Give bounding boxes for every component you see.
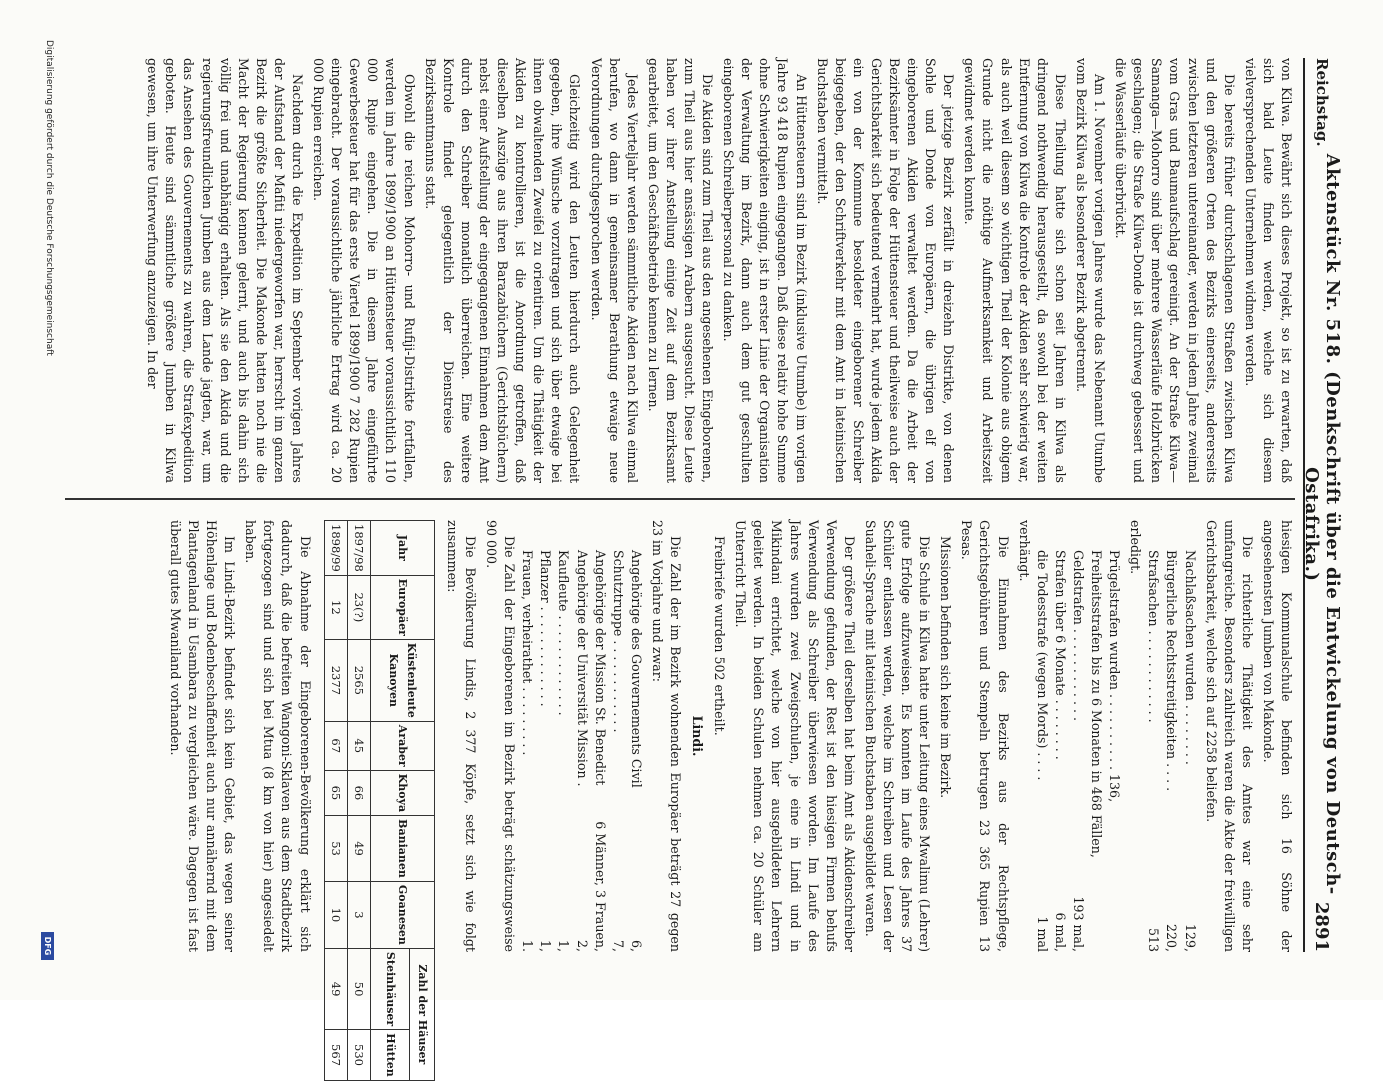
table-header: Banianen bbox=[370, 816, 434, 882]
dfg-logo: DFG bbox=[41, 932, 54, 960]
paragraph: Der jetzige Bezirk zerfällt in dreizehn Distrikte, von denen Sohle und Donde von Europäern, die übrigen elf von eingeborenen Akiden verwaltet werden. Da die Arbeit der Bezirksämter in Folge der Hüttensteuer und theilweise auch der Gerichtsbarkeit sich bedeutend vermehrt hat, wurde jedem Akida ein von der Kommune besoldeter eingeborener Schreiber beigegeben, der den Schriftverkehr mit dem Amt in lateinischen Buchstaben vermittelt. bbox=[814, 58, 957, 483]
list-item: Prügelstrafen wurden . . . . . . . . . . 136, bbox=[1107, 550, 1123, 803]
paragraph: Obwohl die reichen Mohorro- und Rufiji-Distrikte fortfallen, werden im Jahre 1899/1900 an Hüttensteuer voraussichtlich 110 000 Rupie eingehen. Die in diesem Jahre eingeführte Gewerbesteuer hat für das erste Viertel 1899/1900 7 282 Rupien eingebracht. Der voraussichtliche jährliche Ertrag wird ca. 20 000 Rupien erreichen. bbox=[311, 58, 417, 483]
page-header bbox=[1301, 58, 1343, 952]
paragraph: hiesigen Kommunalschule befinden sich 16 Söhne der angesehensten Jumben von Makonde. bbox=[1260, 520, 1294, 952]
table-header: Goanesen bbox=[370, 881, 434, 948]
entry-list-b bbox=[1033, 520, 1105, 952]
paragraph: Jedes Vierteljahr werden sämmtliche Akiden nach Kilwa einmal berufen, wo dann in gemeinsamer Berathung etwaige neue Verordnungen durchgesprochen werden. bbox=[588, 58, 640, 483]
population-table bbox=[324, 520, 435, 1081]
paragraph: Die Abnahme der Eingeborenen-Bevölkerung erklärt sich dadurch, daß die befreiten Wangoni-Sklaven aus dem Stadtbezirk fortgezogen sind und sich bei Mtua (8 km von hier) angesiedelt haben. bbox=[243, 520, 313, 952]
entry-list-c bbox=[518, 520, 645, 952]
table-header: Khoya bbox=[370, 770, 434, 815]
list-item: Frauen, verheirathet . . . . . . . . . 1. bbox=[520, 550, 536, 952]
table-group-header: Zahl der Häuser bbox=[409, 948, 434, 1080]
paragraph: Die Zahl der im Bezirk wohnenden Europäer beträgt 27 gegen 23 im Vorjahre und zwar: bbox=[649, 520, 683, 952]
table-row: 1898/99 12 2377 67 65 53 10 49 567 bbox=[324, 521, 347, 1081]
digitization-text: Digitalisierung gefördert durch die Deutsche Forschungsgemeinschaft bbox=[44, 40, 54, 356]
paragraph: An Hüttensteuern sind im Bezirk (inklusive Utumbe) im vorigen Jahre 93 418 Rupien eingegangen. Daß diese relativ hohe Summe ohne Schwierigkeiten einging, ist in erster Linie der Organisation der Verwaltung im Bezirk, dann auch dem gut geschulten eingeborenen Schreiberpersonal zu danken. bbox=[721, 58, 809, 483]
paragraph: Der größere Theil derselben hat beim Amt als Akidenschreiber Verwendung gefunden, der Rest ist den hiesigen Firmen behufs Verwendung als Schreiber überwiesen worden. Im Laufe des Jahres wurden zwei Zweigschulen, je eine in Lindi und in Mikindani errichtet, welche von hier ausgebildeten Lehrern geleitet werden. In beiden Schulen nehmen ca. 20 Schüler am Unterricht Theil. bbox=[733, 520, 857, 952]
list-item: Bürgerliche Rechtsstreitigkeiten . . . . 220, bbox=[1164, 550, 1180, 952]
digitization-note bbox=[40, 0, 54, 1000]
paragraph: Diese Theilung hatte sich schon seit Jahren in Kilwa als dringend nothwendig herausgestellt, da sowohl bei der weiten Entfernung von Kilwa die Kontrole der Akiden sehr schwierig war, als auch weil diesem so wichtigen Theil der Kolonie aus obigem Grunde nicht die nöthige Aufmerksamkeit und Arbeitszeit gewidmet werden konnte. bbox=[962, 58, 1068, 483]
paragraph: Im Lindi-Bezirk befindet sich kein Gebiet, das wegen seiner Höhenlage und Bodenbeschaffenheit auch nur annähernd mit dem Plantagenland in Usambara zu vergleichen wäre. Dagegen ist fast überall gutes Mwaniland vorhanden. bbox=[167, 520, 238, 952]
list-item: die Todesstrafe (wegen Mords) . . . . 1 mal bbox=[1034, 550, 1050, 952]
list-item: Pflanzer . . . . . . . . . . . . . 1, bbox=[538, 550, 554, 952]
paragraph: Am 1. November vorigen Jahres wurde das Nebenamt Utumbe vom Bezirk Kilwa als besonderer Bezirk abgetrennt. bbox=[1073, 58, 1108, 483]
list-item: Angehörige des Gouvernements Civil 6, bbox=[628, 550, 644, 952]
paragraph: Die bereits früher durchschlagenen Straßen zwischen Kilwa und den größeren Orten des Bezirks einerseits, andererseits zwischen letzteren untereinander, werden in jedem Jahre zweimal vom Gras und Baumaufschlag gereinigt. An der Straße Kilwa—Samanga—Mohorro sind über mehrere Wasserläufe Holzbrücken geschlagen; die Straße Kilwa-Donde ist durchweg gebessert und die Wasserläufe überbrückt. bbox=[1113, 58, 1237, 483]
list-item: Angehörige der Universität Mission . 2, bbox=[574, 550, 590, 952]
paragraph: Gleichzeitig wird den Leuten hierdurch auch Gelegenheit gegeben, ihre Wünsche vorzutragen und sich über etwaige bei ihnen obwaltenden Zweifel zu orientiren. Um die Thätigkeit der Akiden zu kontrollieren, ist die Anordnung getroffen, daß dieselben Auszüge aus ihren Barazabüchern (Gerichtsbüchern) nebst einer Aufstellung der eingegangenen Einnahmen dem Amt durch den Schreiber monatlich überreichen. Eine weitere Kontrole findet gelegentlich der Dienstreise des Bezirksamtmanns statt. bbox=[422, 58, 583, 483]
list-item: Schutztruppe . . . . . . . . . . . . 7, bbox=[610, 550, 626, 952]
table-header: Europäer bbox=[370, 575, 434, 639]
column-divider bbox=[65, 498, 1295, 500]
paragraph: Die Zahl der Eingeborenen im Bezirk beträgt schätzungsweise 90 000. bbox=[484, 520, 518, 952]
left-column bbox=[140, 58, 1295, 483]
list-item: Kaufleute . . . . . . . . . . . . . 1, bbox=[556, 550, 572, 952]
page-number: 2891 bbox=[1311, 901, 1333, 952]
paragraph: Die Einnahmen des Bezirks aus der Rechtspflege, Gerichtsgebühren und Stempeln betrugen 23 365 Rupien 13 Pesas. bbox=[959, 520, 1011, 952]
paragraph: Die Akiden sind zum Theil aus den angesehenen Eingeborenen, zum Theil aus hier ansässigen Arabern ausgesucht. Diese Leute haben vor ihrer Anstellung einige Zeit auf dem Bezirksamt gearbeitet, um den Geschäftsbetrieb kennen zu lernen. bbox=[645, 58, 716, 483]
list-item: Freiheitsstrafen bis zu 6 Monaten in 468 Fällen, bbox=[1089, 550, 1105, 858]
table-header: Küstenleute Kanoyen bbox=[370, 639, 434, 721]
paragraph: erledigt. bbox=[1128, 520, 1144, 575]
list-item: Nachlaßsachen wurden . . . . . . . . 129, bbox=[1182, 550, 1198, 952]
paragraph: Die Bevölkerung Lindis, 2 377 Köpfe, setzt sich wie folgt zusammen: bbox=[444, 520, 478, 952]
table-header: Hütten bbox=[370, 1030, 409, 1081]
table-header: Steinhäuser bbox=[370, 948, 409, 1029]
paragraph: Freibriefe wurden 502 ertheilt. bbox=[712, 536, 728, 736]
entry-list-a bbox=[1144, 520, 1198, 952]
table-row: 1897/98 23(?) 2565 45 66 49 3 50 530 bbox=[347, 521, 370, 1081]
list-item: Strafsachen . . . . . . . . . . . . 513 bbox=[1146, 550, 1162, 952]
list-item: Strafen über 6 Monate . . . . . . . . 6 mal, bbox=[1052, 550, 1068, 952]
paragraph: Die Schule in Kilwa hatte unter Leitung eines Mwalimu (Lehrer) gute Erfolge aufzuweisen. Es konnten im Laufe des Jahres 37 Schüler entlassen werden, welche im Schreiben und Lesen der Suaheli-Sprache mit lateinischen Buchstaben ausgebildet waren. bbox=[862, 520, 933, 952]
table-header-row bbox=[409, 521, 434, 1081]
table-header: Araber bbox=[370, 721, 434, 770]
paragraph: Nachdem durch die Expedition im September vorigen Jahres der Aufstand der Mafiti niedergeworfen war, herrscht im ganzen Bezirk die größte Sicherheit. Die Makonde hatten noch nie die Macht der Regierung kennen gelernt, und auch bis dahin sich völlig frei und unabhängig erhalten. Als sie den Akida und die regierungsfreundlichen Jumben aus dem Lande jagten, war, um das Ansehen des Gouvernements zu wahren, die Strafexpedition geboten. Heute sind sämmtliche größere Jumben in Kilwa gewesen, um ihre Unterwerfung anzuzeigen. In der bbox=[145, 58, 306, 483]
paragraph: Die richterliche Thätigkeit des Amtes war eine sehr umfangreiche. Besonders zahlreich waren die Akte der freiwilligen Gerichtsbarkeit, welche sich auf 2258 beliefen. bbox=[1203, 520, 1255, 952]
header-title: Aktenstück Nr. 518. (Denkschrift über die Entwickelung von Deutsch-Ostafrika.) bbox=[1301, 153, 1343, 895]
section-heading: Lindi. bbox=[690, 715, 706, 757]
paragraph: verhängt. bbox=[1016, 520, 1032, 582]
right-column bbox=[163, 520, 1295, 1077]
paragraph: von Kilwa. Bewährt sich dieses Projekt, so ist zu erwarten, daß sich bald Leute finden werden, welche sich diesem vielversprechenden Unternehmen widmen werden. bbox=[1242, 58, 1294, 483]
paragraph: Missionen befinden sich keine im Bezirk. bbox=[938, 536, 954, 799]
header-left: Reichstag. bbox=[1313, 58, 1331, 147]
table-header: Jahr bbox=[370, 521, 434, 576]
list-item: Geldstrafen . . . . . . . . . . . . 193 mal, bbox=[1070, 550, 1086, 952]
list-item: Angehörige der Mission St. Benedict 6 Männer, 3 Frauen, bbox=[592, 550, 608, 952]
